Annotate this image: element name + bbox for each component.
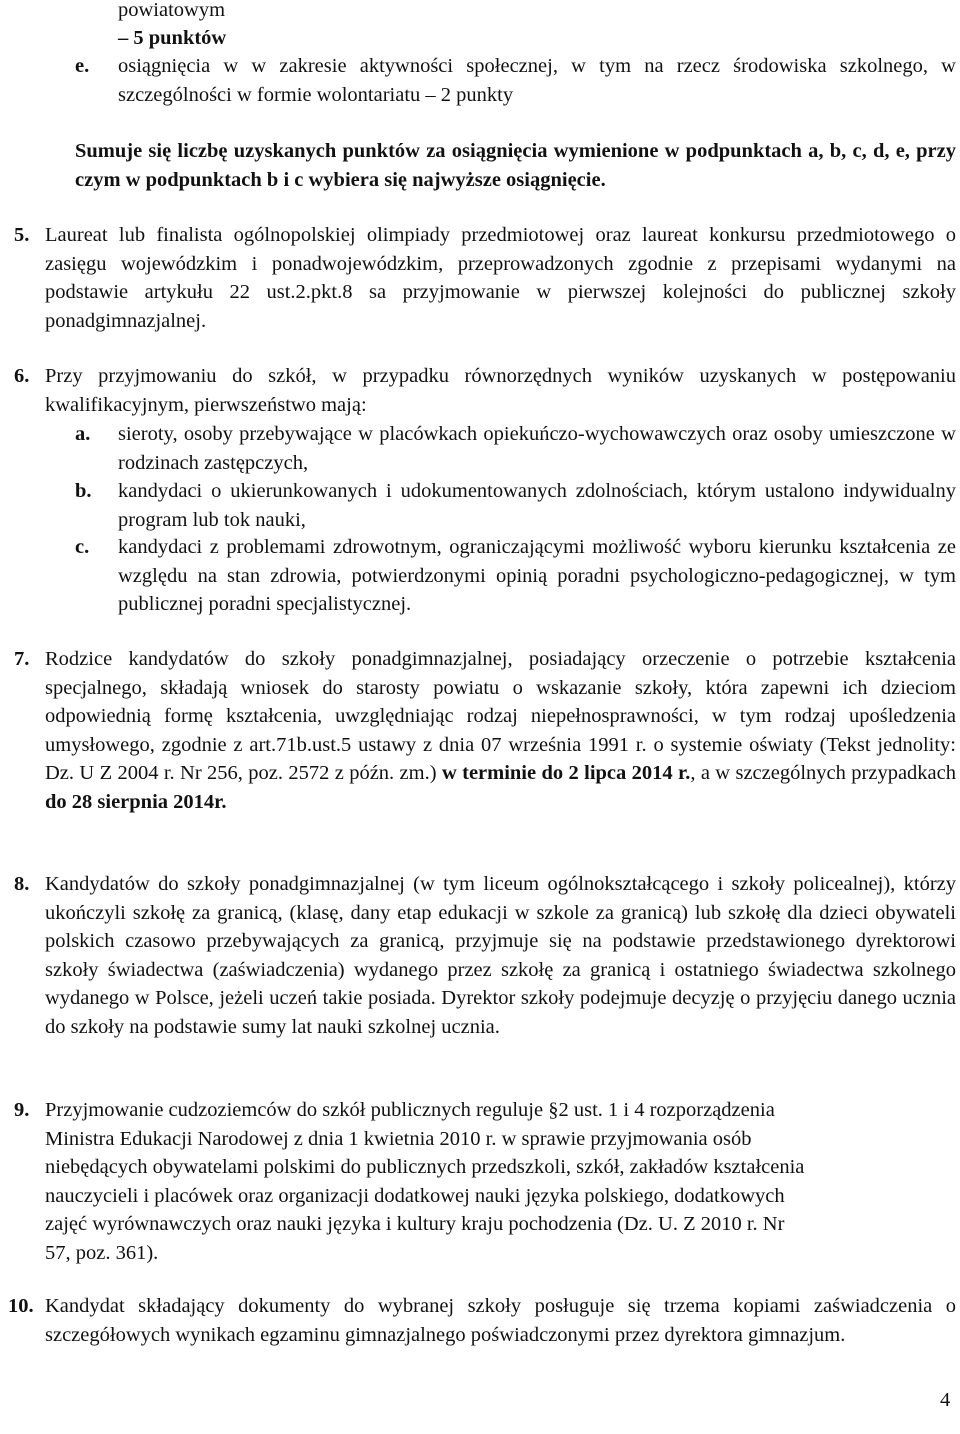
section-6-item-c-letter: c. — [75, 536, 90, 558]
section-8-number: 8. — [14, 873, 30, 895]
section-7-text-a: Rodzice kandydatów do szkoły ponadgimnazjalnej, posiadający orzeczenie o potrzebie kształcenia specjalnego, składają wniosek do starosty powiatu o wskazanie szkoły, która zapewni ich dzieciom odpowiednią formę kształcenia, uwzględniając rodzaj niepełnosprawności, w tym rodzaj upośledzenia umysłowego, zgodnie z art.71b.ust.5 ustawy z dnia 07 września 1991 r. o systemie oświaty (Tekst jednolity: Dz. U Z 2004 r. Nr 256, poz. 2572 z późn. zm.) — [45, 648, 956, 784]
section-5-number: 5. — [14, 224, 30, 246]
section-6-item-c-text: kandydaci z problemami zdrowotnym, ograniczającymi możliwość wyboru kierunku kształcenia ze względu na stan zdrowia, potwierdzonymi opinią poradni psychologiczno-pedagogicznej, w tym publicznej poradni specjalistycznej. — [118, 536, 956, 615]
section-9-number: 9. — [14, 1099, 30, 1121]
section-9-line-4: nauczycieli i placówek oraz organizacji dodatkowej nauki języka polskiego, dodatkowych — [45, 1184, 785, 1207]
section-5-text: Laureat lub finalista ogólnopolskiej olimpiady przedmiotowej oraz laureat konkursu przedmiotowego o zasięgu wojewódzkim i ponadwojewódzkim, przeprowadzonych zgodnie z przepisami wydanymi na podstawie artykułu 22 ust.2.pkt.8 sa przyjmowanie w pierwszej kolejności do publicznej szkoły ponadgimnazjalnej. — [45, 224, 956, 332]
section-6-text: Przy przyjmowaniu do szkół, w przypadku równorzędnych wyników uzyskanych w postępowaniu kwalifikacyjnym, pierwszeństwo mają: — [45, 365, 956, 416]
page-number: 4 — [940, 1389, 951, 1411]
item-e-letter: e. — [75, 55, 90, 77]
five-points-text: – 5 punktów — [118, 27, 227, 49]
section-10-text: Kandydat składający dokumenty do wybranej szkoły posługuje się trzema kopiami zaświadczenia o szczegółowych wynikach egzaminu gimnazjalnego poświadczonymi przez dyrektora gimnazjum. — [45, 1295, 956, 1346]
section-7-special-deadline-bold: do 28 sierpnia 2014r. — [45, 790, 227, 813]
section-7-number: 7. — [14, 648, 30, 670]
section-9-line-2: Ministra Edukacji Narodowej z dnia 1 kwietnia 2010 r. w sprawie przyjmowania osób — [45, 1127, 752, 1150]
summary-text: Sumuje się liczbę uzyskanych punktów za osiągnięcia wymienione w podpunktach a, b, c, d, e, przy czym w podpunktach b i c wybiera się najwyższe osiągnięcie. — [75, 140, 956, 191]
section-6-item-b-text: kandydaci o ukierunkowanych i udokumentowanych zdolnościach, którym ustalono indywidualny program lub tok nauki, — [118, 480, 956, 531]
powiatowym-text: powiatowym — [118, 0, 226, 21]
section-8-text: Kandydatów do szkoły ponadgimnazjalnej (w tym liceum ogólnokształcącego i szkoły policealnej), którzy ukończyli szkołę za granicą, (klasę, dany etap edukacji w szkole za granicą) lub szkołę dla dzieci obywateli polskich czasowo przebywających za granicą, przyjmuje się na podstawie przedstawionego dyrektorowi szkoły świadectwa (zaświadczenia) wydanego przez szkołę za granicą i ostatniego świadectwa szkolnego wydanego w Polsce, jeżeli uczeń takie posiada. Dyrektor szkoły podejmuje decyzję o przyjęciu danego ucznia do szkoły na podstawie sumy lat nauki szkolnej ucznia. — [45, 873, 956, 1038]
section-9-line-6: 57, poz. 361). — [45, 1241, 159, 1264]
section-9-line-3: niebędących obywatelami polskimi do publicznych przedszkoli, szkół, zakładów kształcenia — [45, 1156, 805, 1178]
section-9-line-5: zajęć wyrównawczych oraz nauki języka i kultury kraju pochodzenia (Dz. U. Z 2010 r. Nr — [45, 1213, 785, 1235]
section-6-item-a-letter: a. — [75, 423, 91, 445]
item-e-text: osiągnięcia w w zakresie aktywności społecznej, w tym na rzecz środowiska szkolnego, w szczególności w formie wolontariatu – 2 punkty — [118, 55, 956, 106]
section-7-text — [45, 645, 956, 816]
section-7-text-b: , a w szczególnych przypadkach — [690, 762, 956, 784]
section-6-number: 6. — [14, 365, 30, 387]
section-9-line-1: Przyjmowanie cudzoziemców do szkół publicznych reguluje §2 ust. 1 i 4 rozporządzenia — [45, 1099, 775, 1121]
section-7-deadline-bold: w terminie do 2 lipca 2014 r. — [441, 762, 691, 784]
section-6-item-b-letter: b. — [75, 480, 92, 502]
section-10-number: 10. — [8, 1295, 34, 1317]
section-9-text — [45, 1096, 956, 1267]
section-6-item-a-text: sieroty, osoby przebywające w placówkach opiekuńczo-wychowawczych oraz osoby umieszczone w rodzinach zastępczych, — [118, 423, 956, 474]
